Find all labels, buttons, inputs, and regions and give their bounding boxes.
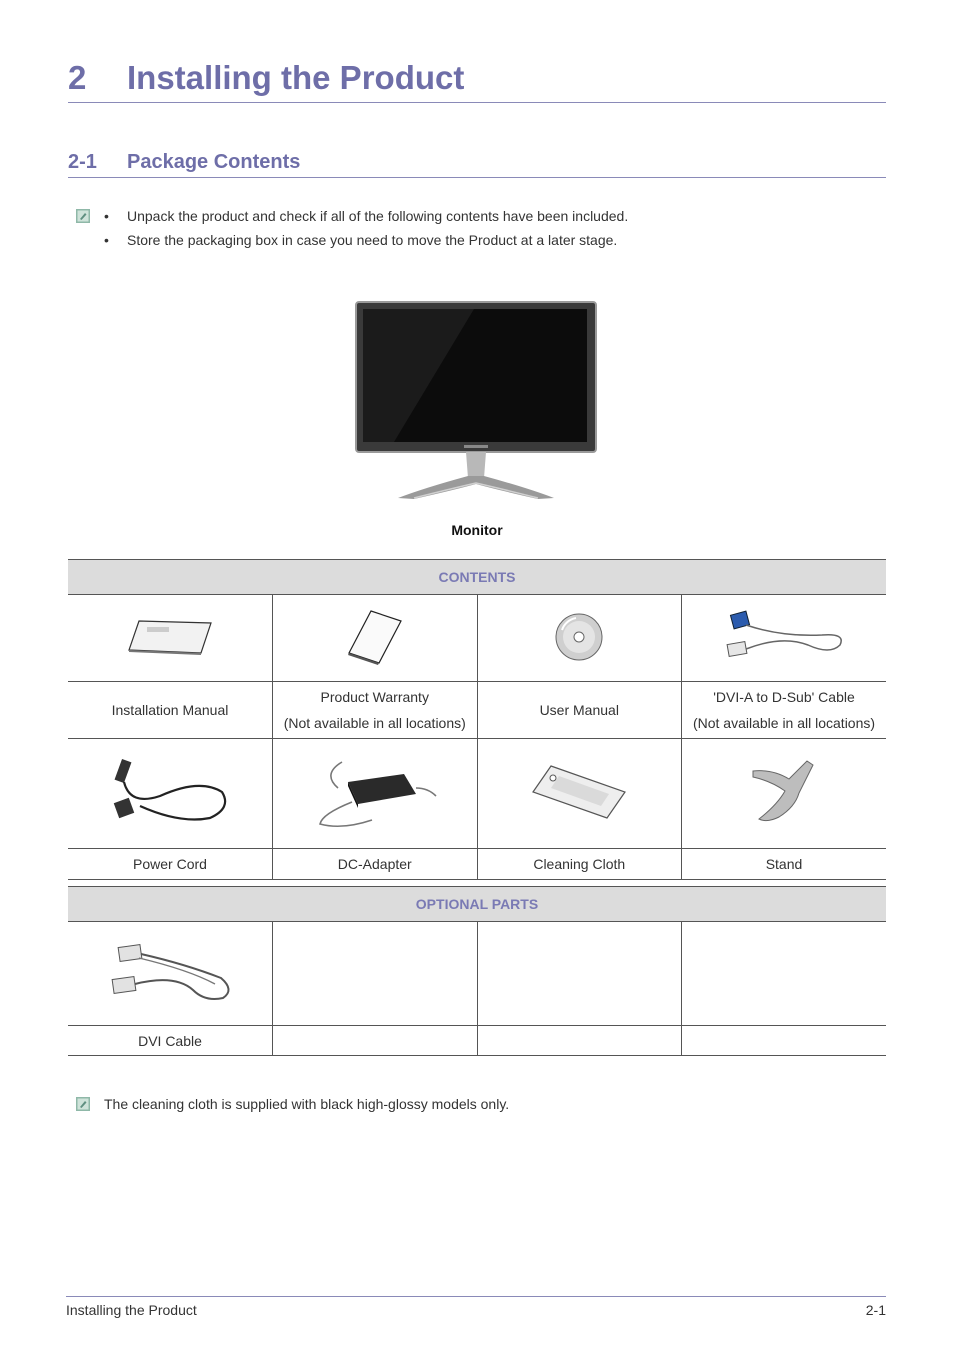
optional-parts-table	[68, 886, 886, 1056]
item-label: Product Warranty	[320, 689, 429, 705]
empty-cell	[273, 922, 478, 1026]
footer-page-number: 2-1	[865, 1302, 886, 1318]
item-label: Installation Manual	[111, 702, 229, 718]
item-sublabel: (Not available in all locations)	[692, 715, 876, 731]
item-sublabel: (Not available in all locations)	[283, 715, 466, 731]
item-cell	[682, 682, 887, 739]
item-cell	[273, 682, 478, 739]
table-row	[68, 922, 886, 1026]
item-label	[682, 1026, 887, 1056]
table-row	[68, 682, 886, 739]
section-heading	[68, 149, 886, 178]
product-warranty-image	[273, 595, 478, 682]
contents-table	[68, 559, 886, 880]
table-row	[68, 595, 886, 682]
item-label	[273, 1026, 478, 1056]
item-cell	[68, 682, 273, 739]
cleaning-cloth-image	[477, 739, 682, 849]
section-number: 2-1	[68, 151, 97, 173]
table-row	[68, 1026, 886, 1056]
item-label: DVI Cable	[68, 1026, 273, 1056]
bullet-text: Unpack the product and check if all of the following contents have been included.	[127, 208, 629, 224]
chapter-heading	[68, 56, 886, 103]
note-icon	[76, 1097, 90, 1111]
item-label	[477, 1026, 682, 1056]
bullet-dot: •	[104, 208, 109, 224]
chapter-number: 2	[68, 59, 87, 96]
item-label: DC-Adapter	[273, 849, 478, 880]
footer-chapter: Installing the Product	[66, 1302, 197, 1318]
table-row	[68, 849, 886, 880]
item-label: User Manual	[539, 702, 619, 718]
table-header-row	[68, 887, 886, 922]
stand-image	[682, 739, 887, 849]
bottom-note-text: The cleaning cloth is supplied with black high-glossy models only.	[104, 1096, 510, 1112]
power-cord-image	[68, 739, 273, 849]
monitor-image	[354, 300, 598, 507]
chapter-title: Installing the Product	[127, 59, 465, 96]
user-manual-cd-image	[477, 595, 682, 682]
bullet-dot: •	[104, 232, 109, 248]
table-row	[68, 739, 886, 849]
empty-cell	[477, 922, 682, 1026]
table-header-row	[68, 560, 886, 595]
page-footer	[66, 1296, 886, 1321]
optional-parts-header: OPTIONAL PARTS	[68, 887, 886, 922]
item-cell	[477, 682, 682, 739]
item-label: Cleaning Cloth	[477, 849, 682, 880]
section-title: Package Contents	[127, 151, 301, 173]
item-label: 'DVI-A to D-Sub' Cable	[713, 689, 855, 705]
note-icon	[76, 209, 90, 223]
item-label: Power Cord	[68, 849, 273, 880]
dvi-cable-image	[68, 922, 273, 1026]
installation-manual-image	[68, 595, 273, 682]
monitor-caption: Monitor	[451, 522, 503, 538]
dc-adapter-image	[273, 739, 478, 849]
bullet-text: Store the packaging box in case you need to move the Product at a later stage.	[127, 232, 618, 248]
item-label: Stand	[682, 849, 887, 880]
empty-cell	[682, 922, 887, 1026]
dvi-a-dsub-cable-image	[682, 595, 887, 682]
contents-header: CONTENTS	[68, 560, 886, 595]
